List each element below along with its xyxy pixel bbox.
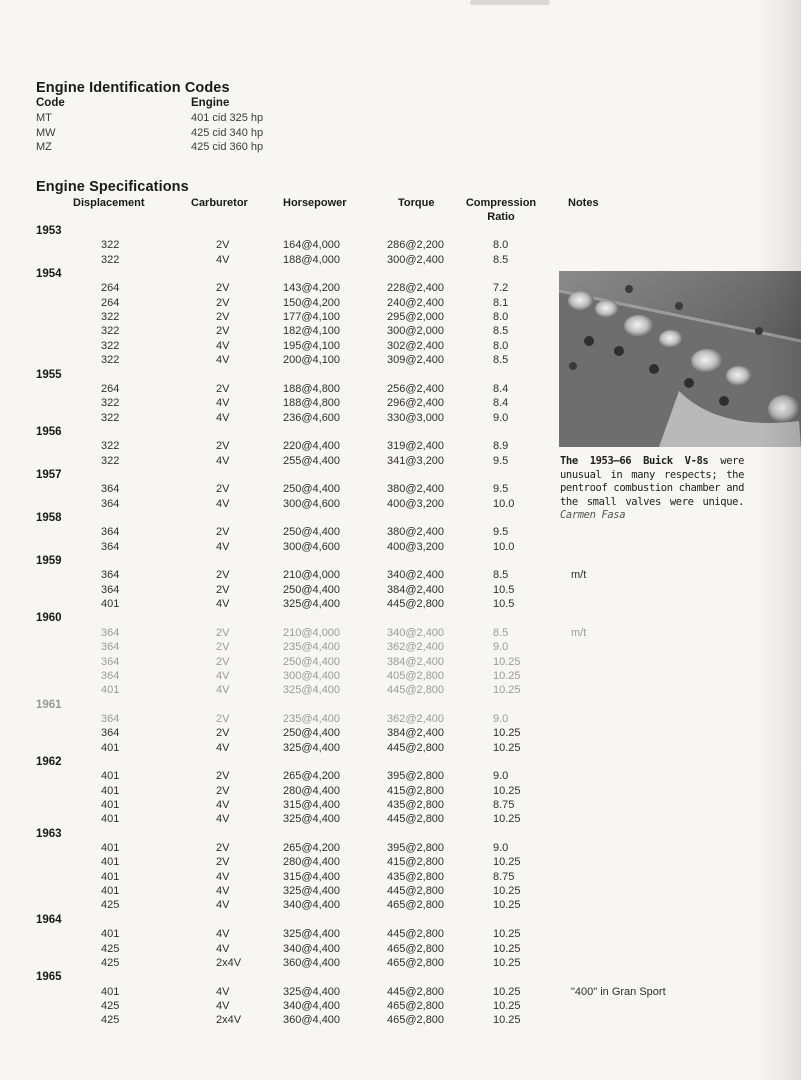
- horsepower-cell: 235@4,400: [283, 641, 341, 654]
- carburetor-cell: 4V: [216, 253, 230, 266]
- torque-cell: 445@2,800: [387, 684, 445, 697]
- compression-cell: 9.0: [493, 842, 509, 855]
- carburetor-cell: 4V: [216, 999, 230, 1012]
- horsepower-cell: 325@4,400: [283, 598, 341, 611]
- compression-cell: 8.9: [493, 440, 509, 453]
- displacement-cell: 322: [101, 339, 120, 352]
- horsepower-cell: 195@4,100: [283, 339, 341, 352]
- compression-cell: 10.25: [493, 727, 521, 740]
- horsepower-cell: 315@4,400: [283, 799, 341, 811]
- carburetor-cell: 2V: [216, 296, 230, 309]
- compression-cell: 10.25: [493, 985, 521, 998]
- torque-cell: 384@2,400: [387, 583, 445, 596]
- year-heading: 1965: [36, 971, 62, 984]
- carburetor-cell: 4V: [216, 813, 230, 826]
- torque-cell: 435@2,800: [387, 870, 445, 883]
- torque-cell: 384@2,400: [387, 727, 445, 740]
- compression-cell: 10.25: [493, 741, 521, 754]
- displacement-cell: 401: [101, 856, 120, 869]
- torque-cell: 362@2,400: [387, 712, 445, 725]
- displacement-cell: 364: [101, 526, 120, 539]
- torque-cell: 362@2,400: [387, 641, 445, 654]
- displacement-cell: 364: [101, 669, 120, 682]
- compression-cell: 10.5: [493, 598, 515, 611]
- compression-cell: 8.4: [493, 397, 509, 410]
- horsepower-cell: 325@4,400: [283, 684, 341, 697]
- torque-cell: 395@2,800: [387, 842, 445, 855]
- displacement-cell: 401: [101, 684, 120, 697]
- torque-cell: 445@2,800: [387, 985, 445, 998]
- compression-cell: 8.5: [493, 253, 509, 266]
- displacement-cell: 401: [101, 784, 120, 797]
- torque-cell: 395@2,800: [387, 770, 445, 783]
- id-codes-title: Engine Identification Codes: [36, 80, 230, 96]
- id-code-cell: MW: [36, 126, 56, 139]
- carburetor-cell: 4V: [216, 669, 230, 682]
- carburetor-cell: 4V: [216, 454, 230, 467]
- id-engine-cell: 425 cid 340 hp: [191, 126, 264, 139]
- displacement-cell: 322: [101, 440, 120, 453]
- year-heading: 1953: [36, 225, 62, 237]
- displacement-cell: 401: [101, 813, 120, 826]
- carburetor-cell: 2V: [216, 382, 230, 395]
- torque-cell: 295@2,000: [387, 311, 445, 324]
- torque-cell: 445@2,800: [387, 885, 445, 898]
- compression-cell: 10.0: [493, 497, 515, 510]
- torque-cell: 380@2,400: [387, 483, 445, 496]
- displacement-cell: 322: [101, 454, 120, 467]
- year-heading: 1956: [36, 425, 62, 438]
- horsepower-cell: 250@4,400: [283, 655, 341, 668]
- carburetor-cell: 2V: [216, 727, 230, 740]
- compression-cell: 9.0: [493, 411, 509, 424]
- torque-cell: 415@2,800: [387, 784, 445, 797]
- torque-cell: 435@2,800: [387, 799, 445, 811]
- compression-cell: 10.25: [493, 928, 521, 941]
- carburetor-cell: 4V: [216, 497, 230, 510]
- horsepower-cell: 300@4,600: [283, 540, 341, 553]
- caption-bold: The 1953–66 Buick V-8s: [560, 455, 709, 467]
- compression-cell: 8.0: [493, 311, 509, 324]
- displacement-cell: 401: [101, 770, 120, 783]
- displacement-cell: 425: [101, 899, 120, 912]
- displacement-cell: 364: [101, 583, 120, 596]
- carburetor-cell: 2V: [216, 483, 230, 496]
- carburetor-cell: 4V: [216, 885, 230, 898]
- horsepower-cell: 325@4,400: [283, 985, 341, 998]
- carburetor-cell: 4V: [216, 741, 230, 754]
- compression-cell: 8.75: [493, 799, 515, 811]
- torque-cell: 465@2,800: [387, 956, 445, 969]
- carburetor-cell: 4V: [216, 899, 230, 912]
- compression-cell: 10.25: [493, 856, 521, 869]
- compression-cell: 9.5: [493, 454, 509, 467]
- carburetor-cell: 4V: [216, 411, 230, 424]
- horsepower-cell: 265@4,200: [283, 842, 341, 855]
- year-heading: 1963: [36, 827, 62, 840]
- carburetor-cell: 2V: [216, 626, 230, 639]
- year-heading: 1960: [36, 612, 62, 625]
- horsepower-cell: 300@4,400: [283, 669, 341, 682]
- displacement-cell: 401: [101, 870, 120, 883]
- page-binding-shadow: [757, 0, 801, 1080]
- compression-cell: 9.0: [493, 641, 509, 654]
- compression-cell: 9.5: [493, 526, 509, 539]
- year-heading: 1955: [36, 368, 62, 381]
- col-compression-header-line1: Compression: [465, 197, 537, 209]
- carburetor-cell: 4V: [216, 870, 230, 883]
- col-displacement-header: Displacement: [73, 197, 145, 209]
- displacement-cell: 364: [101, 497, 120, 510]
- compression-cell: 10.25: [493, 669, 521, 682]
- torque-cell: 465@2,800: [387, 1014, 445, 1027]
- carburetor-cell: 4V: [216, 540, 230, 553]
- torque-cell: 330@3,000: [387, 411, 445, 424]
- horsepower-cell: 360@4,400: [283, 956, 341, 969]
- torque-cell: 400@3,200: [387, 497, 445, 510]
- displacement-cell: 364: [101, 712, 120, 725]
- torque-cell: 300@2,400: [387, 253, 445, 266]
- carburetor-cell: 2V: [216, 239, 230, 252]
- notes-cell: m/t: [571, 569, 587, 582]
- horsepower-cell: 210@4,000: [283, 569, 341, 582]
- horsepower-cell: 325@4,400: [283, 741, 341, 754]
- torque-cell: 256@2,400: [387, 382, 445, 395]
- horsepower-cell: 325@4,400: [283, 928, 341, 941]
- torque-cell: 400@3,200: [387, 540, 445, 553]
- carburetor-cell: 2V: [216, 569, 230, 582]
- carburetor-cell: 2V: [216, 784, 230, 797]
- displacement-cell: 425: [101, 1014, 120, 1027]
- displacement-cell: 401: [101, 598, 120, 611]
- displacement-cell: 322: [101, 253, 120, 266]
- horsepower-cell: 150@4,200: [283, 296, 341, 309]
- carburetor-cell: 4V: [216, 354, 230, 367]
- horsepower-cell: 255@4,400: [283, 454, 341, 467]
- id-engine-cell: 425 cid 360 hp: [191, 141, 264, 153]
- carburetor-cell: 2x4V: [216, 956, 242, 969]
- displacement-cell: 401: [101, 885, 120, 898]
- caption-text: were unusual in many respects; the pentroof combustion chamber and the small valves were unique.: [560, 455, 744, 508]
- horsepower-cell: 340@4,400: [283, 899, 341, 912]
- torque-cell: 286@2,200: [387, 239, 445, 252]
- torque-cell: 240@2,400: [387, 296, 445, 309]
- compression-cell: 10.25: [493, 942, 521, 955]
- carburetor-cell: 2V: [216, 311, 230, 324]
- compression-cell: 10.25: [493, 655, 521, 668]
- displacement-cell: 425: [101, 956, 120, 969]
- displacement-cell: 364: [101, 626, 120, 639]
- carburetor-cell: 4V: [216, 684, 230, 697]
- carburetor-cell: 2V: [216, 842, 230, 855]
- carburetor-cell: 2x4V: [216, 1014, 242, 1027]
- torque-cell: 340@2,400: [387, 626, 445, 639]
- year-heading: 1957: [36, 468, 62, 481]
- horsepower-cell: 250@4,400: [283, 583, 341, 596]
- compression-cell: 8.5: [493, 325, 509, 338]
- compression-cell: 10.25: [493, 956, 521, 969]
- torque-cell: 302@2,400: [387, 339, 445, 352]
- year-heading: 1962: [36, 755, 62, 768]
- displacement-cell: 322: [101, 239, 120, 252]
- compression-cell: 10.25: [493, 684, 521, 697]
- horsepower-cell: 188@4,800: [283, 382, 341, 395]
- id-col-code-header: Code: [36, 97, 65, 109]
- displacement-cell: 425: [101, 999, 120, 1012]
- torque-cell: 465@2,800: [387, 942, 445, 955]
- id-code-cell: MT: [36, 112, 52, 124]
- horsepower-cell: 360@4,400: [283, 1014, 341, 1027]
- horsepower-cell: 340@4,400: [283, 942, 341, 955]
- compression-cell: 8.5: [493, 626, 509, 639]
- carburetor-cell: 2V: [216, 856, 230, 869]
- compression-cell: 10.25: [493, 1014, 521, 1027]
- displacement-cell: 264: [101, 382, 120, 395]
- horsepower-cell: 220@4,400: [283, 440, 341, 453]
- horsepower-cell: 340@4,400: [283, 999, 341, 1012]
- compression-cell: 10.25: [493, 784, 521, 797]
- torque-cell: 405@2,800: [387, 669, 445, 682]
- carburetor-cell: 2V: [216, 440, 230, 453]
- id-engine-cell: 401 cid 325 hp: [191, 112, 264, 124]
- compression-cell: 8.0: [493, 339, 509, 352]
- displacement-cell: 364: [101, 540, 120, 553]
- photo-caption: [560, 455, 744, 523]
- horsepower-cell: 177@4,100: [283, 311, 341, 324]
- horsepower-cell: 188@4,000: [283, 253, 341, 266]
- compression-cell: 8.1: [493, 296, 509, 309]
- horsepower-cell: 280@4,400: [283, 784, 341, 797]
- horsepower-cell: 325@4,400: [283, 813, 341, 826]
- torque-cell: 465@2,800: [387, 899, 445, 912]
- horsepower-cell: 200@4,100: [283, 354, 341, 367]
- compression-cell: 8.75: [493, 870, 515, 883]
- torque-cell: 445@2,800: [387, 813, 445, 826]
- displacement-cell: 401: [101, 985, 120, 998]
- horsepower-cell: 325@4,400: [283, 885, 341, 898]
- col-torque-header: Torque: [398, 197, 435, 209]
- year-heading: 1954: [36, 268, 62, 281]
- displacement-cell: 264: [101, 282, 120, 295]
- compression-cell: 10.25: [493, 999, 521, 1012]
- torque-cell: 384@2,400: [387, 655, 445, 668]
- torque-cell: 445@2,800: [387, 598, 445, 611]
- displacement-cell: 264: [101, 296, 120, 309]
- carburetor-cell: 4V: [216, 598, 230, 611]
- horsepower-cell: 250@4,400: [283, 526, 341, 539]
- horsepower-cell: 235@4,400: [283, 712, 341, 725]
- carburetor-cell: 4V: [216, 339, 230, 352]
- compression-cell: 7.2: [493, 282, 509, 295]
- carburetor-cell: 2V: [216, 641, 230, 654]
- torque-cell: 445@2,800: [387, 928, 445, 941]
- year-heading: 1958: [36, 512, 62, 524]
- carburetor-cell: 4V: [216, 985, 230, 998]
- horsepower-cell: 182@4,100: [283, 325, 341, 338]
- compression-cell: 9.0: [493, 712, 509, 725]
- compression-cell: 10.0: [493, 540, 515, 553]
- id-col-engine-header: Engine: [191, 97, 230, 109]
- carburetor-cell: 2V: [216, 770, 230, 783]
- carburetor-cell: 2V: [216, 325, 230, 338]
- displacement-cell: 364: [101, 727, 120, 740]
- carburetor-cell: 2V: [216, 712, 230, 725]
- horsepower-cell: 250@4,400: [283, 727, 341, 740]
- col-horsepower-header: Horsepower: [283, 197, 347, 209]
- notes-cell: m/t: [571, 626, 587, 639]
- carburetor-cell: 2V: [216, 282, 230, 295]
- displacement-cell: 401: [101, 741, 120, 754]
- year-heading: 1961: [36, 698, 62, 711]
- torque-cell: 319@2,400: [387, 440, 445, 453]
- compression-cell: 8.0: [493, 239, 509, 252]
- compression-cell: 10.5: [493, 583, 515, 596]
- carburetor-cell: 4V: [216, 928, 230, 941]
- carburetor-cell: 4V: [216, 799, 230, 811]
- torque-cell: 309@2,400: [387, 354, 445, 367]
- torque-cell: 296@2,400: [387, 397, 445, 410]
- displacement-cell: 401: [101, 799, 120, 811]
- horsepower-cell: 250@4,400: [283, 483, 341, 496]
- compression-cell: 8.5: [493, 354, 509, 367]
- torque-cell: 415@2,800: [387, 856, 445, 869]
- year-heading: 1959: [36, 555, 62, 568]
- carburetor-cell: 2V: [216, 526, 230, 539]
- torque-cell: 380@2,400: [387, 526, 445, 539]
- compression-cell: 10.25: [493, 885, 521, 898]
- horsepower-cell: 210@4,000: [283, 626, 341, 639]
- displacement-cell: 364: [101, 569, 120, 582]
- specs-title: Engine Specifications: [36, 179, 189, 195]
- torque-cell: 341@3,200: [387, 454, 445, 467]
- page-edge-mark: [470, 0, 550, 5]
- compression-cell: 10.25: [493, 899, 521, 912]
- torque-cell: 228@2,400: [387, 282, 445, 295]
- col-notes-header: Notes: [568, 197, 599, 209]
- displacement-cell: 364: [101, 483, 120, 496]
- carburetor-cell: 2V: [216, 583, 230, 596]
- displacement-cell: 364: [101, 641, 120, 654]
- torque-cell: 340@2,400: [387, 569, 445, 582]
- id-code-cell: MZ: [36, 141, 52, 153]
- horsepower-cell: 188@4,800: [283, 397, 341, 410]
- horsepower-cell: 143@4,200: [283, 282, 341, 295]
- compression-cell: 9.5: [493, 483, 509, 496]
- caption-credit: Carmen Fasa: [560, 509, 626, 521]
- compression-cell: 9.0: [493, 770, 509, 783]
- displacement-cell: 322: [101, 397, 120, 410]
- displacement-cell: 322: [101, 411, 120, 424]
- horsepower-cell: 300@4,600: [283, 497, 341, 510]
- col-carburetor-header: Carburetor: [191, 197, 248, 209]
- torque-cell: 445@2,800: [387, 741, 445, 754]
- displacement-cell: 401: [101, 842, 120, 855]
- compression-cell: 8.4: [493, 382, 509, 395]
- displacement-cell: 322: [101, 354, 120, 367]
- horsepower-cell: 236@4,600: [283, 411, 341, 424]
- displacement-cell: 425: [101, 942, 120, 955]
- displacement-cell: 401: [101, 928, 120, 941]
- compression-cell: 10.25: [493, 813, 521, 826]
- horsepower-cell: 280@4,400: [283, 856, 341, 869]
- compression-cell: 8.5: [493, 569, 509, 582]
- year-heading: 1964: [36, 913, 62, 926]
- horsepower-cell: 265@4,200: [283, 770, 341, 783]
- displacement-cell: 322: [101, 311, 120, 324]
- horsepower-cell: 164@4,000: [283, 239, 341, 252]
- torque-cell: 300@2,000: [387, 325, 445, 338]
- notes-cell: "400" in Gran Sport: [571, 985, 666, 998]
- displacement-cell: 322: [101, 325, 120, 338]
- carburetor-cell: 4V: [216, 397, 230, 410]
- col-compression-header-line2: Ratio: [487, 211, 515, 223]
- carburetor-cell: 2V: [216, 655, 230, 668]
- displacement-cell: 364: [101, 655, 120, 668]
- horsepower-cell: 315@4,400: [283, 870, 341, 883]
- torque-cell: 465@2,800: [387, 999, 445, 1012]
- carburetor-cell: 4V: [216, 942, 230, 955]
- col-compression-header: [463, 196, 539, 224]
